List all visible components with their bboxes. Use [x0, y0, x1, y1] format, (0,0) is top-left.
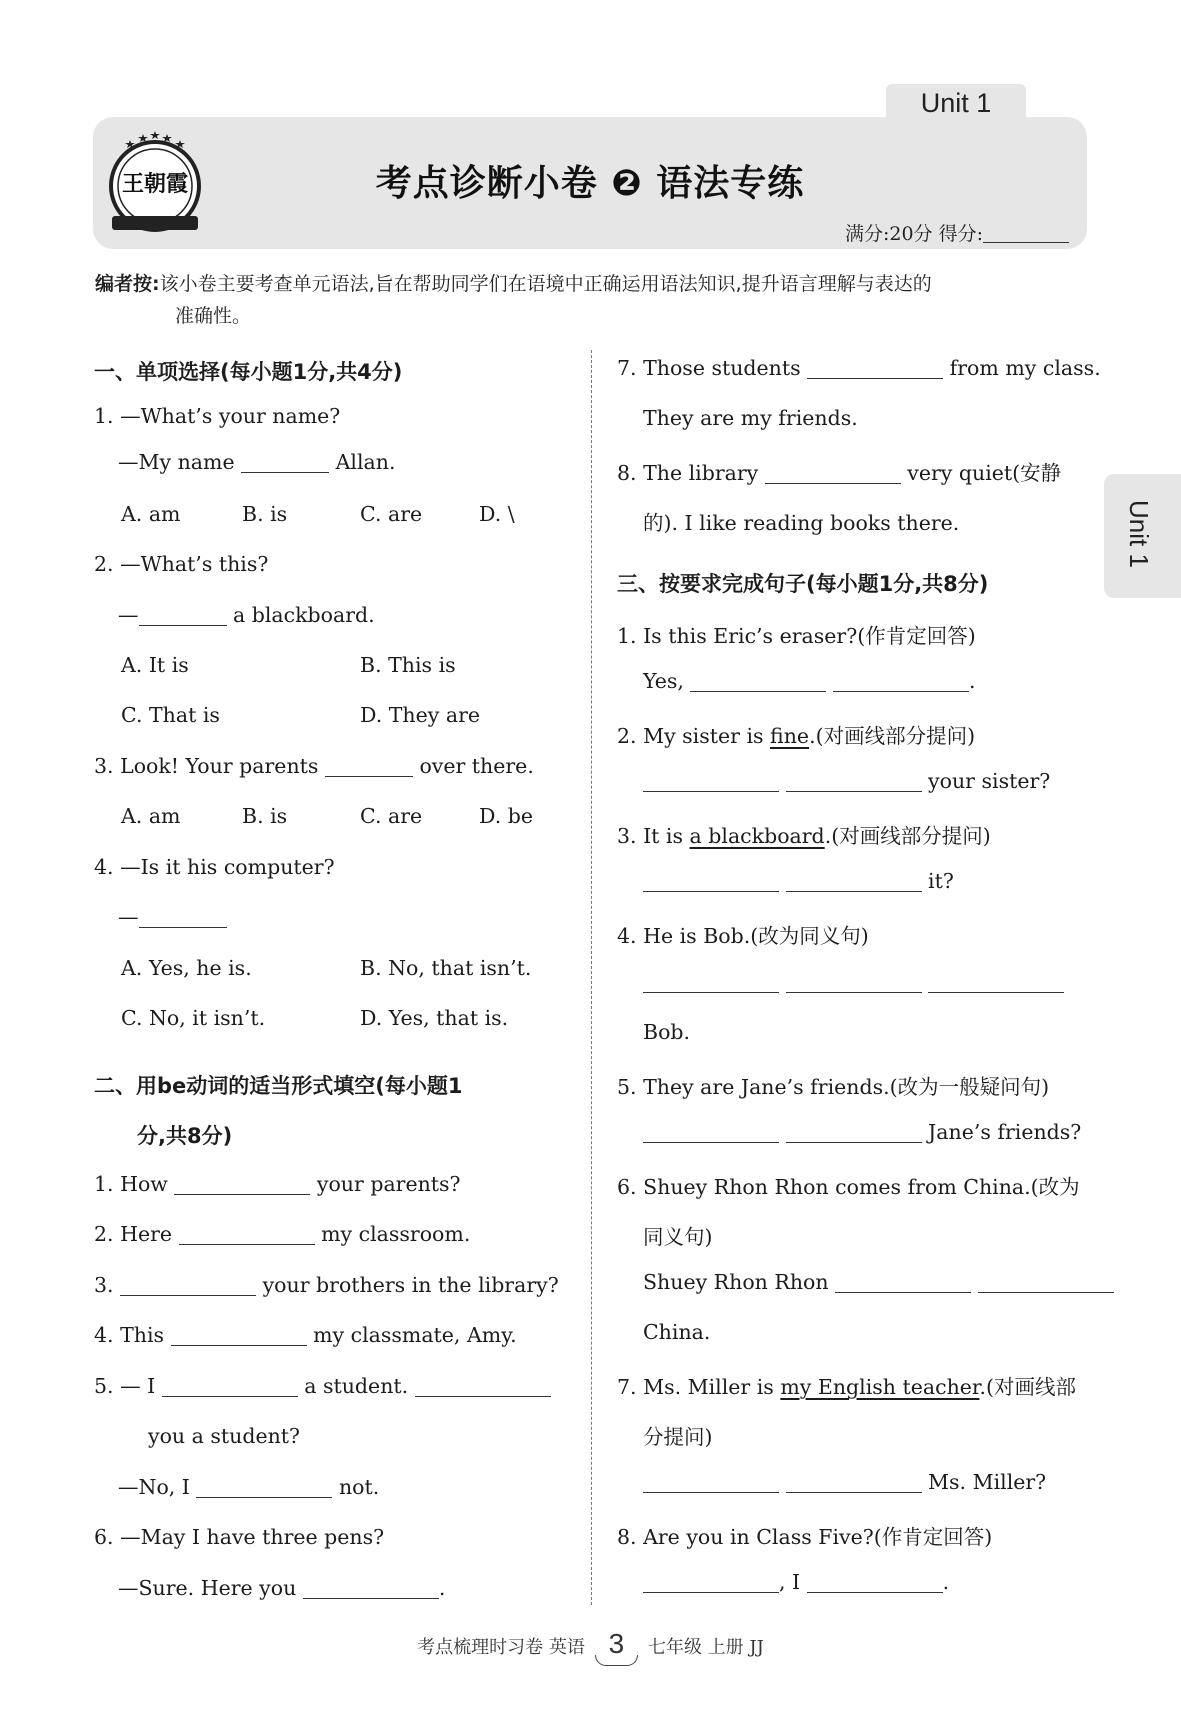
editor-note	[95, 268, 1085, 332]
score-label: 满分:20分 得分:	[844, 223, 983, 245]
fill-7: 7. Those students from my class.	[617, 356, 1101, 380]
complete-3-answer: it?	[643, 869, 954, 893]
fill-3: 3. your brothers in the library?	[94, 1273, 559, 1297]
complete-8: 8. Are you in Class Five?(作肯定回答)	[617, 1525, 993, 1549]
q4-blank[interactable]	[139, 907, 227, 928]
q2-option[interactable]: A. It is	[121, 653, 189, 677]
complete-1-blank-1[interactable]	[690, 671, 826, 692]
q1-option[interactable]: C. are	[360, 502, 423, 526]
fill-1-blank[interactable]	[174, 1174, 310, 1195]
fill-8-cont: 的). I like reading books there.	[643, 511, 960, 535]
complete-2-blank-1[interactable]	[643, 771, 779, 792]
fill-5-blank-1[interactable]	[162, 1376, 298, 1397]
q1-option[interactable]: D. \	[479, 502, 515, 526]
complete-6-blank-1[interactable]	[835, 1272, 971, 1293]
fill-6-blank[interactable]	[303, 1578, 439, 1599]
q3-prompt: 3. Look! Your parents over there.	[94, 754, 534, 778]
complete-1-blank-2[interactable]	[833, 671, 969, 692]
page-title: 考点诊断小卷 ❷ 语法专练	[375, 163, 805, 204]
fill-6: 6. —May I have three pens?	[94, 1525, 385, 1549]
q2-prompt: 2. —What’s this?	[94, 552, 269, 576]
q4-option[interactable]: B. No, that isn’t.	[360, 956, 532, 980]
q3-option[interactable]: C. are	[360, 804, 423, 828]
q3-option[interactable]: A. am	[121, 804, 181, 828]
logo-text: 王朝霞	[121, 171, 189, 197]
complete-4: 4. He is Bob.(改为同义句)	[617, 924, 869, 948]
fill-7-cont: They are my friends.	[643, 406, 858, 430]
complete-5: 5. They are Jane’s friends.(改为一般疑问句)	[617, 1075, 1050, 1099]
q4-option[interactable]: A. Yes, he is.	[121, 956, 252, 980]
q1-option[interactable]: B. is	[242, 502, 288, 526]
complete-2: 2. My sister is fine.(对画线部分提问)	[617, 724, 976, 748]
q1-answer-line: —My name Allan.	[118, 450, 396, 474]
complete-4-blank-2[interactable]	[786, 972, 922, 993]
q3-blank[interactable]	[325, 756, 413, 777]
section-2-heading: 二、用be动词的适当形式填空(每小题1	[94, 1074, 463, 1098]
complete-5-blank-2[interactable]	[786, 1122, 922, 1143]
fill-8: 8. The library very quiet(安静	[617, 461, 1062, 485]
section-1-heading: 一、单项选择(每小题1分,共4分)	[94, 360, 403, 384]
complete-4-cont: Bob.	[643, 1020, 691, 1044]
complete-7-answer: Ms. Miller?	[643, 1470, 1046, 1494]
complete-6-cont2: China.	[643, 1320, 711, 1344]
editor-note-text: 该小卷主要考查单元语法,旨在帮助同学们在语境中正确运用语法知识,提升语言理解与表达的	[159, 273, 932, 295]
complete-7-cont: 分提问)	[643, 1425, 713, 1449]
complete-5-answer: Jane’s friends?	[643, 1120, 1081, 1144]
complete-4-blank-1[interactable]	[643, 972, 779, 993]
complete-7-blank-1[interactable]	[643, 1472, 779, 1493]
unit-tab: Unit 1	[886, 84, 1026, 122]
q1-blank[interactable]	[241, 452, 329, 473]
q3-option[interactable]: D. be	[479, 804, 533, 828]
fill-4-blank[interactable]	[171, 1325, 307, 1346]
publisher-logo	[100, 128, 210, 238]
q1-prompt: 1. —What’s your name?	[94, 404, 341, 428]
fill-5-cont: you a student?	[148, 1424, 301, 1448]
complete-8-answer: , I .	[643, 1570, 949, 1594]
complete-2-blank-2[interactable]	[786, 771, 922, 792]
q4-option[interactable]: D. Yes, that is.	[360, 1006, 509, 1030]
complete-8-blank-2[interactable]	[807, 1572, 943, 1593]
complete-5-blank-1[interactable]	[643, 1122, 779, 1143]
q2-option[interactable]: B. This is	[360, 653, 456, 677]
q1-option[interactable]: A. am	[121, 502, 181, 526]
fill-5: 5. — I a student.	[94, 1374, 551, 1398]
complete-6: 6. Shuey Rhon Rhon comes from China.(改为	[617, 1175, 1080, 1199]
q4-prompt: 4. —Is it his computer?	[94, 855, 335, 879]
complete-6-cont: 同义句)	[643, 1225, 713, 1249]
fill-8-blank[interactable]	[765, 463, 901, 484]
score-line	[845, 219, 1069, 246]
complete-1: 1. Is this Eric’s eraser?(作肯定回答)	[617, 624, 976, 648]
q3-option[interactable]: B. is	[242, 804, 288, 828]
complete-6-answer: Shuey Rhon Rhon	[643, 1270, 1114, 1294]
footer-right: 七年级 上册 JJ	[647, 1637, 764, 1658]
complete-3-blank-2[interactable]	[786, 871, 922, 892]
side-unit-label: Unit 1	[1124, 500, 1154, 568]
complete-4-answer	[643, 970, 1064, 994]
q4-option[interactable]: C. No, it isn’t.	[121, 1006, 266, 1030]
q2-option[interactable]: D. They are	[360, 703, 480, 727]
complete-7: 7. Ms. Miller is my English teacher.(对画线部	[617, 1375, 1076, 1399]
complete-6-blank-2[interactable]	[978, 1272, 1114, 1293]
fill-3-blank[interactable]	[120, 1275, 256, 1296]
fill-1: 1. How your parents?	[94, 1172, 461, 1196]
title-banner	[93, 117, 1087, 249]
complete-1-answer: Yes, .	[643, 669, 976, 693]
page-number: 3	[608, 1628, 625, 1659]
footer	[0, 1628, 1181, 1660]
fill-5-reply: —No, I not.	[118, 1475, 380, 1499]
q2-blank[interactable]	[139, 605, 227, 626]
section-2-heading-cont: 分,共8分)	[137, 1124, 233, 1148]
column-divider	[591, 350, 592, 1605]
fill-4: 4. This my classmate, Amy.	[94, 1323, 517, 1347]
complete-2-answer: your sister?	[643, 769, 1050, 793]
q2-option[interactable]: C. That is	[121, 703, 220, 727]
complete-3: 3. It is a blackboard.(对画线部分提问)	[617, 824, 991, 848]
editor-note-text-cont: 准确性。	[175, 305, 252, 327]
fill-5-blank-3[interactable]	[196, 1477, 332, 1498]
score-blank[interactable]	[983, 242, 1069, 243]
q2-answer-line: — a blackboard.	[118, 603, 375, 627]
complete-3-blank-1[interactable]	[643, 871, 779, 892]
fill-2: 2. Here my classroom.	[94, 1222, 471, 1246]
complete-7-blank-2[interactable]	[786, 1472, 922, 1493]
editor-note-label: 编者按:	[95, 273, 160, 295]
q4-answer-line: —	[118, 905, 227, 929]
fill-5-blank-2[interactable]	[415, 1376, 551, 1397]
complete-4-blank-3[interactable]	[928, 972, 1064, 993]
fill-6-reply: —Sure. Here you .	[118, 1576, 446, 1600]
side-unit-tab	[1104, 474, 1181, 598]
section-3-heading: 三、按要求完成句子(每小题1分,共8分)	[617, 572, 989, 596]
fill-2-blank[interactable]	[179, 1224, 315, 1245]
fill-7-blank[interactable]	[807, 358, 943, 379]
complete-8-blank-1[interactable]	[643, 1572, 779, 1593]
footer-left: 考点梳理时习卷 英语	[417, 1637, 585, 1658]
